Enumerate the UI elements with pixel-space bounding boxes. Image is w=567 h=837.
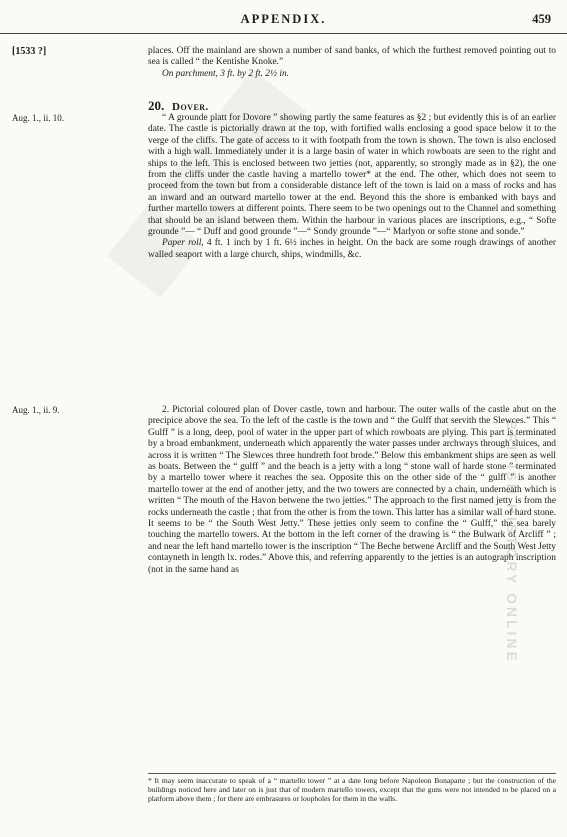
- paper-roll-text: 4 ft. 1 inch by 1 ft. 6½ inches in height. On the back are some rough drawings of another walled seaport with a large church, ships, windmills, &c.: [148, 238, 556, 260]
- paper-roll-note: [148, 238, 556, 261]
- paragraph-1: [148, 113, 556, 261]
- section-heading: [148, 98, 209, 114]
- paragraph-2-text: 2. Pictorial coloured plan of Dover castle, town and harbour. The outer walls of the castle abut on the precipice above the sea. To the left of the castle is the town and “ the Gulff that servith the Slewces.” This “ Gulff ” is a long, deep, pool of water in the upper part of which rowboats are plying. This part is terminated by a broad embankment, underneath which apparently the water passes under archways through sluices, and across it is written “ The Slewces three hundreth foot brode.” Below this embankment ships are seen as well as boats. Between the “ gulff ” and the beach is a jetty with a long “ stone wall of harde stone ” terminated by a martello tower where it reaches the sea. Opposite this on the other side of the “ gulff ” is another martello tower at the end of another jetty, and the two towers are connected by a chain, underneath which is written “ The mouth of the Havon betwene the two jetties.” The approach to the first named jetty is from the rocks underneath the castle ; that from the other is from the town. This latter has a similar wall of hard stone. It seems to be “ the South West Jetty.” These jetties only seem to confine the “ Gulff,” the sea barely touching the martello towers. At the bottom in the left corner of the drawing is “ the Bulwark of Arcliff ” ; and near the left hand martello tower is the inscription “ The Beche betwene Arcliff and the South West Jetty contayneth in length lx. rodes.” Above this, and referring apparently to the jetties is an autograph inscription (not in the same hand as: [148, 405, 556, 575]
- page-number: 459: [532, 12, 551, 26]
- margin-ref-2: Aug. 1., ii. 9.: [12, 405, 60, 415]
- section-number: 20.: [148, 98, 165, 113]
- paragraph-2: [148, 405, 556, 576]
- header-rule: [0, 33, 567, 34]
- margin-date-note: [1533 ?]: [12, 46, 47, 57]
- paragraph-1-text: “ A grounde platt for Dovore ” showing partly the same features as §2 ; but evidently this is of an earlier date. The castle is pictorially drawn at the top, with fortified walls enclosing a good space below it to the verge of the cliffs. The gate of access to it with footpath from the town is shown. The town is also enclosed with a high wall. Immediately under it is a large basin of water in which rowboats are seen to the right and ships to the left. This is enclosed between two jetties (not, apparently, so strongly made as in §2), the one from the cliffs under the castle having a martello tower* at the end. The other, which does not seem to proceed from the town but from a considerable distance left of the town is laid on a mass of rocks and has an inward and an outward martello tower at the end. Beyond this the shore is embanked with bays and further martello towers at different points. There seem to be two openings out to the Channel and something that should be an island between them. Within the harbour in various places are inscriptions, e.g., “ Softe grounde ”— “ Duff and good grounde ”—“ Sondy grounde ”—“ Marlyon or softe stone and sonde.”: [148, 113, 556, 238]
- margin-ref-20: Aug. 1., ii. 10.: [12, 113, 65, 123]
- running-title: APPENDIX.: [240, 12, 327, 26]
- footnote: * It may seem inaccurate to speak of a “ martello tower ” at a date long before Napoleon Bonaparte ; but the construction of the buildings noticed here and later on is just that of modern martello towers, except that the guns were not intended to be placed on a platform above them ; for there are embrasures or loopholes for them in the walls.: [148, 776, 556, 804]
- parchment-note: [148, 69, 556, 80]
- side-watermark: BRITISH HISTORY ONLINE: [504, 420, 520, 664]
- parchment-text: On parchment, 3 ft. by 2 ft. 2½ in.: [162, 68, 289, 79]
- intro-block: [148, 46, 556, 80]
- footnote-rule: [148, 773, 556, 774]
- section-title: Dover.: [172, 101, 209, 113]
- paper-roll-label: Paper roll,: [162, 238, 204, 249]
- intro-text: places. Off the mainland are shown a number of sand banks, of which the furthest removed pointing out to sea is called “ the Kentishe Knoke.”: [148, 46, 556, 68]
